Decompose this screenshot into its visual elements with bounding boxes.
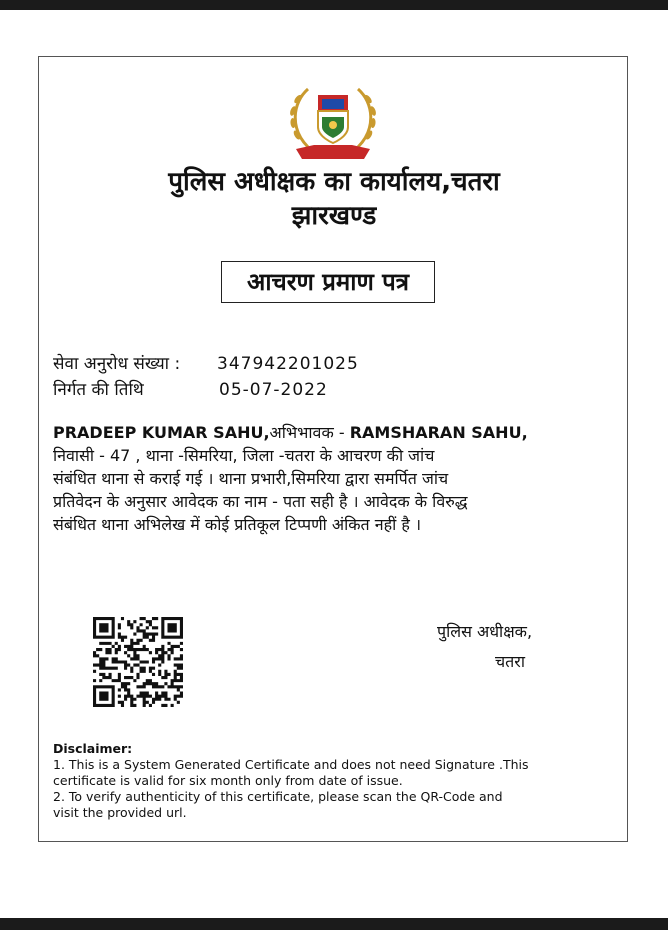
body-line-4: प्रतिवेदन के अनुसार आवेदक का नाम - पता सही है । आवेदक के विरुद्ध	[53, 492, 468, 511]
jharkhand-police-emblem-icon	[278, 69, 388, 169]
request-number-label: सेवा अनुरोध संख्या :	[53, 354, 181, 374]
office-state: झारखण्ड	[291, 201, 377, 231]
bottom-dark-bar	[0, 918, 668, 930]
signatory-title: पुलिस अधीक्षक,	[437, 622, 533, 641]
certificate-body	[53, 421, 623, 536]
signatory	[437, 617, 532, 677]
disclaimer	[53, 741, 619, 821]
issue-date-label: निर्गत की तिथि	[53, 380, 144, 400]
body-line-5: संबंधित थाना अभिलेख में कोई प्रतिकूल टिप्पणी अंकित नहीं है ।	[53, 515, 422, 534]
disclaimer-item-1-line-2: certificate is valid for six month only from date of issue.	[53, 773, 403, 788]
qr-code-icon[interactable]	[93, 617, 183, 707]
top-dark-bar	[0, 0, 668, 10]
issue-date-value: 05-07-2022	[219, 380, 328, 400]
disclaimer-item-2-line-2: visit the provided url.	[53, 805, 187, 820]
body-line-3: संबंधित थाना से कराई गई । थाना प्रभारी,सिमरिया द्वारा समर्पित जांच	[53, 469, 449, 488]
issuing-office	[39, 165, 629, 233]
request-number-value: 347942201025	[217, 354, 359, 374]
applicant-name: PRADEEP KUMAR SAHU,	[53, 423, 270, 442]
body-line-2: निवासी - 47 , थाना -सिमरिया, जिला -चतरा के आचरण की जांच	[53, 446, 435, 465]
certificate-title: आचरण प्रमाण पत्र	[221, 261, 435, 303]
guardian-label: अभिभावक -	[269, 423, 350, 442]
signatory-place: चतरा	[495, 652, 525, 671]
disclaimer-heading: Disclaimer:	[53, 741, 133, 756]
character-certificate	[38, 56, 628, 842]
disclaimer-item-2-line-1: 2. To verify authenticity of this certificate, please scan the QR-Code and	[53, 789, 503, 804]
office-name: पुलिस अधीक्षक का कार्यालय,चतरा	[168, 167, 500, 197]
disclaimer-item-1-line-1: 1. This is a System Generated Certificate and does not need Signature .This	[53, 757, 529, 772]
guardian-name: RAMSHARAN SAHU,	[349, 423, 528, 442]
